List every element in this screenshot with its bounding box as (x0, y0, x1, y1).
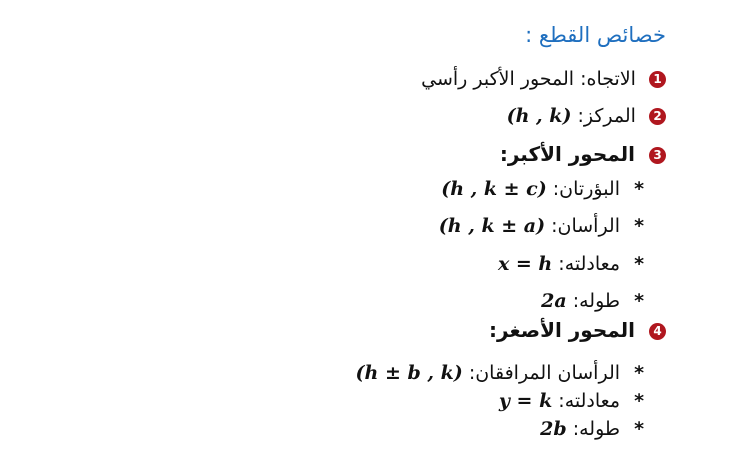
minor-co-vertices (356, 360, 644, 386)
number-badge: 2 (649, 108, 666, 125)
item-value: المحور الأكبر رأسي (421, 68, 575, 90)
math-expression: (h , k) (506, 105, 572, 127)
bullet: * (634, 253, 644, 275)
bullet: * (634, 290, 644, 312)
math-expression: (h , k ± c) (441, 178, 547, 200)
section-heading (525, 22, 666, 48)
major-vertices (439, 213, 644, 239)
bullet: * (634, 390, 644, 412)
number-badge: 3 (649, 147, 666, 164)
bullet: * (634, 418, 644, 440)
item-minor-axis (489, 317, 666, 343)
major-foci (441, 176, 644, 202)
bullet: * (634, 215, 644, 237)
item-label: الاتجاه: (580, 68, 636, 90)
sub-label: الرأسان: (551, 215, 621, 237)
number-badge: 1 (649, 71, 666, 88)
item-label: المحور الأكبر: (499, 142, 636, 166)
math-expression: 2b (540, 418, 567, 440)
sub-label: البؤرتان: (552, 178, 621, 200)
sub-label: معادلته: (558, 390, 621, 412)
heading-text: خصائص القطع : (525, 23, 666, 47)
minor-length (540, 416, 644, 442)
major-equation (498, 251, 644, 277)
item-label: المركز: (577, 105, 636, 127)
bullet: * (634, 362, 644, 384)
bullet: * (634, 178, 644, 200)
math-expression: (h , k ± a) (438, 215, 546, 237)
sub-label: معادلته: (558, 253, 621, 275)
math-expression: x = h (497, 253, 553, 275)
sub-label: طوله: (572, 418, 621, 440)
minor-equation (499, 388, 644, 414)
math-expression: 2a (541, 290, 567, 312)
item-center (507, 103, 666, 129)
major-length (541, 288, 644, 314)
math-expression: y = k (498, 390, 553, 412)
sub-label: طوله: (572, 290, 621, 312)
number-badge: 4 (649, 323, 666, 340)
item-direction (421, 66, 666, 92)
sub-label: الرأسان المرافقان: (468, 362, 621, 384)
item-major-axis (500, 141, 666, 167)
item-label: المحور الأصغر: (489, 318, 636, 342)
math-expression: (h ± b , k) (355, 362, 463, 384)
